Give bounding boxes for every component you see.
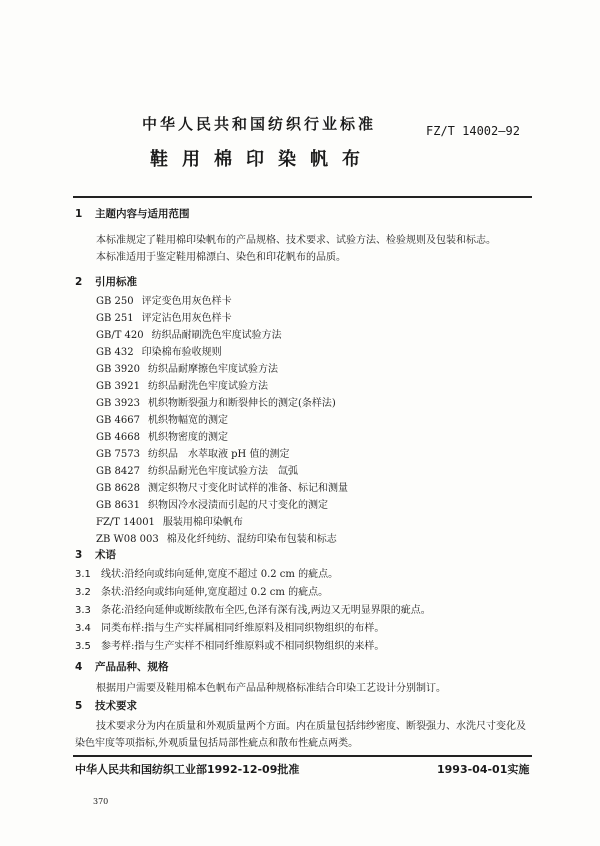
reference-code: GB/T 420 [96, 330, 144, 341]
reference-item [96, 397, 336, 410]
reference-name: 纺织品耐洗色牢度试验方法 [147, 381, 268, 392]
section-heading: 1 主题内容与适用范围 [75, 208, 190, 220]
paragraph: 技术要求分为内在质量和外观质量两个方面。内在质量包括纬纱密度、断裂强力、水洗尺寸变化及 [96, 721, 526, 732]
term-number: 3.1 [75, 569, 91, 580]
reference-code: GB 8427 [96, 466, 140, 477]
term-text: 条花:沿经向延伸或断续散布全匹,色泽有深有浅,两边又无明显界限的疵点。 [101, 605, 431, 616]
reference-item [96, 329, 282, 342]
reference-name: 服装用棉印染帆布 [162, 517, 243, 528]
term-number: 3.3 [75, 605, 91, 616]
reference-item [96, 414, 228, 427]
reference-code: GB 4668 [96, 432, 140, 443]
reference-name: 纺织品耐光色牢度试验方法 氙弧 [147, 466, 298, 477]
document-title: 鞋用棉印染帆布 [150, 149, 374, 170]
reference-name: 评定变色用灰色样卡 [141, 296, 232, 307]
paragraph: 本标准适用于鉴定鞋用棉漂白、染色和印花帆布的品质。 [96, 252, 346, 263]
reference-item [96, 363, 278, 376]
section-heading: 4 产品品种、规格 [75, 661, 169, 673]
approval-date: 中华人民共和国纺织工业部1992-12-09批准 [75, 763, 300, 776]
reference-code: GB 251 [96, 313, 134, 324]
section-heading: 2 引用标准 [75, 276, 137, 288]
reference-code: GB 432 [96, 347, 134, 358]
term-text: 线状:沿经向或纬向延伸,宽度不超过 0.2 cm 的疵点。 [101, 569, 339, 580]
reference-name: 棉及化纤纯纺、混纺印染布包装和标志 [166, 534, 337, 545]
term-text: 条状:沿经向或纬向延伸,宽度超过 0.2 cm 的疵点。 [101, 587, 329, 598]
reference-code: GB 7573 [96, 449, 140, 460]
section-heading: 5 技术要求 [75, 700, 137, 712]
reference-item [96, 380, 268, 393]
reference-item [96, 516, 243, 529]
term-item [75, 622, 384, 635]
reference-code: GB 250 [96, 296, 134, 307]
reference-name: 纺织品耐刷洗色牢度试验方法 [151, 330, 282, 341]
reference-name: 机织物密度的测定 [147, 432, 228, 443]
term-number: 3.5 [75, 641, 91, 652]
reference-item [96, 533, 337, 546]
paragraph: 染色牢度等项指标,外观质量包括局部性疵点和散布性疵点两类。 [75, 738, 359, 749]
reference-item [96, 465, 298, 478]
issuing-standard-header: 中华人民共和国纺织行业标准 [142, 115, 377, 133]
term-item [75, 604, 431, 617]
reference-code: ZB W08 003 [96, 534, 159, 545]
reference-code: FZ/T 14001 [96, 517, 155, 528]
reference-item [96, 482, 348, 495]
reference-name: 评定沾色用灰色样卡 [141, 313, 232, 324]
header-rule [73, 196, 532, 198]
paragraph: 本标准规定了鞋用棉印染帆布的产品规格、技术要求、试验方法、检验规则及包装和标志。 [96, 235, 496, 246]
reference-code: GB 4667 [96, 415, 140, 426]
reference-code: GB 8628 [96, 483, 140, 494]
reference-code: GB 3921 [96, 381, 140, 392]
reference-name: 纺织品 水萃取液 pH 值的测定 [147, 449, 290, 460]
reference-item [96, 346, 222, 359]
reference-code: GB 3920 [96, 364, 140, 375]
reference-name: 机织物幅宽的测定 [147, 415, 228, 426]
footer-rule [73, 755, 532, 757]
paragraph: 根据用户需要及鞋用棉本色帆布产品品种规格标准结合印染工艺设计分别制订。 [96, 683, 446, 694]
reference-name: 测定织物尺寸变化时试样的准备、标记和测量 [147, 483, 348, 494]
reference-name: 纺织品耐摩擦色牢度试验方法 [147, 364, 278, 375]
reference-code: GB 8631 [96, 500, 140, 511]
reference-name: 织物因冷水浸渍而引起的尺寸变化的测定 [147, 500, 328, 511]
term-text: 参考样:指与生产实样不相同纤维原料或不相同织物组织的来样。 [101, 641, 385, 652]
reference-item [96, 295, 232, 308]
section-heading: 3 术语 [75, 549, 116, 561]
term-number: 3.4 [75, 623, 91, 634]
reference-item [96, 448, 289, 461]
term-item [75, 640, 384, 653]
reference-name: 印染棉布验收规则 [141, 347, 222, 358]
reference-code: GB 3923 [96, 398, 140, 409]
standard-code: FZ/T 14002—92 [426, 124, 520, 138]
reference-name: 机织物断裂强力和断裂伸长的测定(条样法) [147, 398, 336, 409]
effective-date: 1993-04-01实施 [437, 763, 530, 776]
reference-item [96, 312, 232, 325]
page-number: 370 [93, 797, 109, 806]
term-item [75, 586, 328, 599]
term-text: 同类布样:指与生产实样属相同纤维原料及相同织物组织的布样。 [101, 623, 385, 634]
reference-item [96, 431, 228, 444]
term-number: 3.2 [75, 587, 91, 598]
term-item [75, 568, 338, 581]
reference-item [96, 499, 328, 512]
